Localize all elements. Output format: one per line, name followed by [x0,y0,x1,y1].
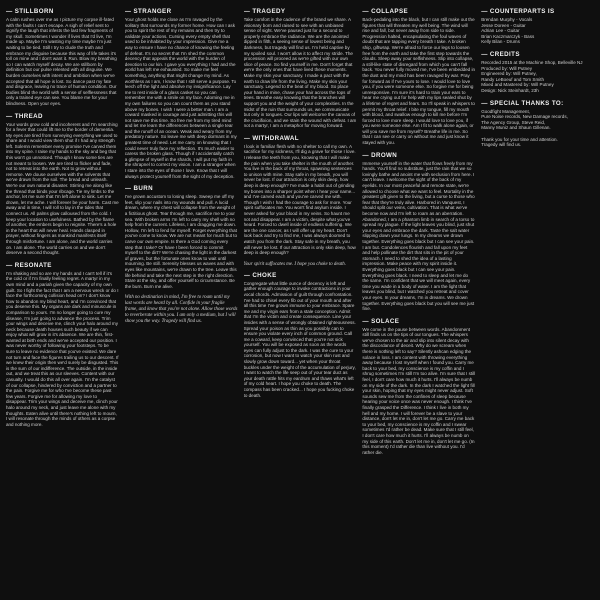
heading-dash: — [243,8,253,15]
section-credits [481,51,594,94]
section-heading [6,113,119,120]
section-choke [244,272,357,398]
credit-line: Adrian Lee - Guitar [481,28,520,34]
credit-line: Pure Noise records, New Damage records, [481,114,568,120]
credit-line: Mixed and Mastered by: Will Putney [481,82,554,88]
lyric-body: Back-pedaling into the black, but I can still make out the figures that will threaten my well being. The wind will rise and fall, but never away from side to side. Progression halted, encapsulating the foul waves of doubt that are tapping every breath I take. A broken ship, giftwrap. We're afraid to force our legs to loosen free from the earth and take the first step towards the clouds. Sleep away your selfishness. Slip into collapse, a still-like state of disregard from which you can't fall back. You never fully moved me, I've been embedded in the dust and my mind has been ravaged by war. Pray for forward as if I've yours to lose. I would love to love you, if you were someone else. So forgive me for being unresponsive. I'm sure it's hard to train your ears to hear me crying out for help with my lips sealed shut by a lifetime of regret and fears. So I'll speak in whispers to permit my throat relief. I bite my tongue, fill my mouth with blood, and swallow enough to kill me before I'm forced to love more sleep. I would love to love you, if you were someone else. Am I fit to walk alone again, or will you save me from myself? Breathe life in me. So that I can see or carry on without me and just know it stayed with you. [362,17,475,146]
heading-dash: — [6,261,15,269]
lyric-body: Your ghost holds me close as I'm ravaged by the solitary that surrounds my former home. How can I ask you to spirit the rest of my remains and then try to validate your actions. Cursing every empty shell that used to be inhabited by your impression. Give me a way to ensure I have no chance of knowing the feeling of defeat. It's no secret that I'm shed the common decency that appeals the world with the burden of devotion to our kin. I gave you everything I had and the world has left me exhausted. So make me feel something, anything that might change my mind. As worthless as I am, I know that I still serve a purpose. To leech off the light and absolve my insignificance. Lay me to rest inside of a glass casket so you can remember me with a smile on my face. Adorning me in my own failures so you can count them as you stand above my bones. I wish I were a better man. I am a coward masked in courage and just admitting this will not save me this time. So free me from my tired mind and let me learn the differences between a single tear and the runoff of an ocean. Weak and weary from my predatory nature. So leave me with deep dormant in my greatest time of need. Let me carry on knowing that I could never truly face my reflection. It's much easier to caress the broken glass. Though if I accidentally catch a glimpse of myself in the shards, I will put my faith in the shrapnel to correct my vision. I am a stranger when I stare into the eyes of those I love. Know that I will always protect yourself from the sight of my deception. [124,17,237,179]
heading-text: TRAGEDY [252,8,286,15]
section-collapse [362,8,475,146]
italic-quote: With no destination in mind, I'm free to roam until my last words are heard by all. Confide in your fragile frame, and know that you're not alone. Allow those words to reverberate within you. I am only a medium, but I will show you the way. Tragedy will find us. [124,295,238,325]
section-heading [481,51,594,58]
heading-dash: — [481,99,490,107]
section-heading [244,135,357,142]
heading-text: COLLAPSE [371,8,408,15]
lyric-body: Your words grow cold and incoherent and I'm searching for a fever that could lift me to the border of dementia. My eyes are tired from surveying everything we used to share and I would view them shut if I had any strength left. Solemn remember every promise I've carved them into my spine. I raise my hands to the sky and beg that this won't go unnoticed. Though I know some ties are not meant to loosen. We are tired to flicker and fade, not to retreat into the earth. Not to grow without remorse. We douse ourselves with the solvents that we've drawn from the soil. The bread and unleash. We're our own natural disaster. Stirring me along like the thread that binds your ribcage. Tie my limbs to the anchor, let me sure that I'm left alone to sink. Let me drown, let me ache. I will forever be your harm. Cast me away and in time, I will roll to lay in the tides that connect us. All palms glow calloused from the cold. I keep your location to usefulness. Bathed by the flame of another, the embers begin to reignite. There's a hole in the heart that will never heal. Hands clasped in prayer, without fingers as mankind manifests itself through misfortune. I am alone, and the world carries on. I am alone. The world carries on and we don't deserve a second thought. [6,121,119,256]
heading-text: SPECIAL THANKS TO: [489,99,564,107]
credit-line: Produced by: Will Putney [481,65,532,71]
credit-line: Thank you for your time and attention. [481,136,558,142]
heading-dash: — [362,8,372,15]
section-stranger [125,8,238,179]
heading-text: THREAD [14,112,43,120]
section-drown [362,152,475,312]
section-heading [244,8,357,15]
heading-dash: — [481,8,490,15]
lyric-body: A calm rushes over me as I picture my corpse ill-fated with the faults I can't escape. A sigh of relief sent to signify the laugh that infests the last few fragments of my skull. Sometimes I wonder if lives that I'd live, I'm made up. Maybe I'm wasting my time maybe I'm just waiting to be tied. Still I try to clude the truth and embrace my disguise because this way of life takes it's toll on mine and I don't want it. Run. Blow my breathing so I can watch myself decay. We are stillborn by definition but our pulse relented with all disguise. We burden ourselves with intent and ambition when we've accepted that all hope is lost. So dance past my fate and disgrace, leaving no trace of human condition. Our bodies blind the world with a sense of selflessness that only a trained eye can see. You blame me for your blindness. Open your eyes. [6,17,117,106]
credit-line: Design: Nick Steinhardt, 23h [481,87,539,93]
heading-text: BURN [133,185,153,193]
heading-dash: — [362,317,372,325]
heading-dash: — [481,50,490,58]
credit-line: Randy LeBoeuf and Tom Smith [481,76,545,82]
section-heading [6,8,119,15]
heading-dash: — [243,271,253,279]
lyric-body: I've grown accustom to losing sleep. Sweep me off my feet, slip your nails into my wounds and pull. A lucid dream, where my chest will collapse from the weight of a fictitious ghost. Tear through me, sacrifice me to your sea. With broken arms I'm left to carry my shell with no help from the current. Lifeless, I am dragging me down. Hollow, I'm left to fend for myself. Forget everything that you've come to know. We are not meant for much but to carve our own empire. Is there a God coming every step that I take? Or have I been forced to commit myself to the dirt? We're chasing the light in the darkest of graves, but the fortunate ones know to wait until mourning. Be still. Serenity blesses us waves and with eyes like mountains, we're drawn to the tree. Leave this life behind and take the next step in the right direction. Stare at the sky, and offer yourself to circumstance. Be the burn. Burn me alive. [124,194,238,289]
lyric-body: Congregate what little ounce of decency is left and gather enough courage to invoke contractions in your vocal chords. Admission of guilt through confrontation. I've had to chisel every fib out of your mouth and after all this time I've grown immune to your embrace. Spare me and my virgin ears from a stale conception. Admit that I'm the victim and create consequence. Line your insides with a sense of wrongly obtained righteousness. Spread your poison as thin as you possibly can to ensure you violate every inch of common ground. Call me a coward, keep convinced that you're not sick yourself. You will be exposed as soon as the words eyes can fully adjust to the dark. I was the cure to your corrosion, but now I want to watch your skin rust and slowly grow down toward... yet when your throat buckles under the weight of the accumulation of perjury, I want to watch the life seep out of your tear duct as your death rattle hits my eardrum and thaws what's left of my cold heart. I hope you choke to death. The compass has been cracked... I hope you fucking choke to death. [243,280,356,398]
section-heading [125,185,238,192]
credit-line: Goodfight Management, [481,108,530,114]
section-special-thanks-to [481,100,594,148]
credit-line: Engineered by: Will Putney, [481,71,537,77]
lyric-body: We come in the pause between words. Abandonment still finds us on the tips of our tongues. The whispers we've chosen to the air and slip into silent decay with the discordance of deceit. Why do we scream when there is nothing left to say? Silently ashcan edging the solace in loss. I am content with throwing everything away because I lost myself when I found you. Carry me back to your bed, my conscience is my coffin and I shrug sometimes I'm still I'm too alive. I'm sure that I still feel, I don't care how much it hurts. I'll always be numb on my side of the dark. In the dark I watched the light fill your skin, hoping that my eyes might never adjust. Soft sounds sew me from the confines of sleep because hearing your voice once was never enough. I think I've finally grasped the Difference. I think I live in both my hell and my home. I will forever be a slave to your distance, don't let me in, don't let me go. Carry me back to your bed, my conscience is my coffin and I swear sometimes I'd rather be dead. Make sure that I still feel, I don't care how much it hurts. I'll always be numb on my side of this earth. Don't let me in, don't let me go. (In this moment) I'd rather die than live without you. I'd rather die. [362,326,476,455]
section-solace [362,318,475,456]
heading-dash: — [124,185,134,193]
section-heading [362,152,475,159]
column-3 [244,8,357,594]
heading-dash: — [243,134,253,142]
section-counterparts-is [481,8,594,45]
credit-line: Brendan Murphy - Vocals [481,17,533,22]
heading-text: SOLACE [371,317,400,325]
heading-text: CHOKE [252,271,277,279]
heading-text: DROWN [371,151,398,159]
heading-dash: — [6,112,15,120]
column-5 [481,8,594,594]
lyric-body: I look in familiar flesh with no shelter to call my own. A sacrifice for my sickness, I'll dig a grave for those I love. I release the teeth from you, knowing that I will make the pain when you take shelter in the mouth of another. You live in the back of my throat, spawning sentences to unison with mine. Stay safe in my breath, you will never be lost. If our attraction is only skin deep, how deep is deep enough? I've made a habit out of grinding my bones into a sharper point when I hear your name... and I've carved each and you've carved me with. Though I wish I had the courage to ask for more. Your spirit suffocates me. You won't find asylum inside. I never asked for your blood in my veins. So haunt me not and disappear. I am a victim, despite what you've heard. Forced to dwell inside of endless suffering. We are the one cancer, as I will offer up my heart. Don't look back and try to find me, I was always doomed to watch you from the dark. Stay safe in my breath, you will never be lost. If our attraction is only skin deep, how deep is deep enough? [243,143,356,256]
lyric-body: I'm shaking and so are my hands and I can't tell if it's the cold or if I'm finally feeling regret. A martyr in my own mind and a pariah given the capacity of my own guilt. So I fight the fact that I am a nervous wreck or do I face the forthcoming collision head on? I don't know how to abandon my blind heart, and I'm convinced that you deserve this. My organs are dark and minuscule in comparison to yours. I'm no longer going to cure my disease, I'm just going to advance the process. Trim your wings and deceive me, clinch your halo around my neck because death houses such beauty if we can enjoy what will grow in it's absence. We are thin, first-wanted at birth ends and we've accepted our position. I was never worthy of following your footsteps. To be sure to leave no evidence that you've existed. We dare not turn and face the figures trailing us to our descent. If we knew their origin then we'd surely be disgusted. This is the sum of our indifference. The outside, in the inside out, and we treat this as our sleeves. Content with our casualty. I would do this all over again. I'm the catalyst of our collapse, hindered by conviction and a partner to the pain. Forgive me for who I've become these past few years. Forgive me for allowing my love to disappear. Trim your wings and deceive me, clinch your halo around my neck, and just leave me alone with my thoughts. Eaten alive until there's nothing left to mourn, I will resonate through the minds of others as a corpse and nothing more. [6,270,119,427]
section-tragedy [244,8,357,129]
section-burn [125,185,238,289]
lyric-sheet [6,8,594,594]
credit-line: Manny Muniz and Shaun Gillenan. [481,125,551,131]
credit-line: Tragedy will find us. [481,142,522,148]
heading-text: COUNTERPARTS IS [489,8,555,15]
heading-text: STRANGER [133,8,172,15]
column-4 [362,8,475,594]
section-heading [362,8,475,15]
section-heading [244,272,357,279]
section-heading [6,262,119,269]
section-heading [362,318,475,325]
section-thread [6,113,119,256]
credit-line: Jesse Doreen - Guitar [481,22,526,28]
section-heading [481,8,594,15]
credit-line: Recorded 2015 at the Machine Shop, Belleville NJ [481,59,583,65]
section-withdrawal [244,135,357,256]
section-resonate [6,262,119,428]
heading-dash: — [124,8,134,15]
heading-text: RESONATE [14,261,52,269]
credit-line: The Agency Group, Steve Reid, [481,119,546,125]
heading-dash: — [362,151,372,159]
section-stillborn [6,8,119,107]
heading-text: CREDITS [489,50,520,58]
lyric-body: Immerse yourself in the water that flows freely from my hands. You'll find no substitute, just the rain that we so lovingly bathe and anoint me with seclusion from here. I can't leave. I welcome the sight of the back of my eyelids. In our most peaceful and remote state, we're allowed to choose what we want to feel. Mortality in the greatest gift given to the living, but a curse to those who fear that they're truly alive. Harbored in Vanquest, I should split our veins, cultivation. That is what we've become now and I'm left to roam as an aberration. Abandoned, I am a phantom limb in search of a torso to spread my plague. If the light leaves you blind, just shut your eyes and embrace the dark. Taste the salt water slipping down your lungs. In my dreams we drown together. Everything goes black but I can see your pain. I am but. Condolences flourish and fall upon my feet and help pollinate the dirt that sits in the pit of your stomach. I need to shed the idea of a lasting impression. Make peace with my spirit inside it. Everything goes black but I can see your pain. Everything goes black. I need to sleep and let me do the same. I'm confident that we will meet again, every time you wade in a body of water. I am the light that leaves you blind, but I watched you retreat and cover your eyes. In your dreams, I'm in dreams. We drown together. Everything goes black but you will see me just fine. [362,160,475,312]
column-2 [125,8,238,594]
section-heading [481,100,594,107]
lyric-body: Take comfort in the cadence of the brand we share. A visionary born and raised to see with an unbiased sense of sight. We've paused just for a second to properly embrace the radiance. We are the anointed dipped in filth, a seeing sense of lowest being and darkness, but tragedy will find us. I'm held captive by my spoiled soul. I won't allow it to affect my stride. The procession will proceed as we're gifted with our own slice of peace. So find yourself in me. Don't forget that we're the only ones that have lived these moments. Make my skin your sanctuary. I made a pact with the earth to draw life from the living. Make my skin your sanctuary. Legend to the beat of my blood. So place your hand in mine, chase your hair across the tops of trees. Breathe easy knowing that the branches will support you and the weight of your complexities. In the midst of the ruin that surrounds us, we communicate but only in tongues. Our lips will welcome the canvas of the crucifixion, and we stain the wound with defeat. I am not a martyr, I am a metaphor for moving forward. [243,17,357,129]
heading-text: STILLBORN [14,8,54,15]
column-1 [6,8,119,594]
italic-quote: Your spirit suffocates me. I hope you choke to death. [243,261,346,267]
section-heading [125,8,238,15]
credit-line: Brian Kaczmarczyk - Bass [481,33,535,39]
credit-line: Kelly Bilan - Drums [481,39,520,45]
heading-dash: — [6,8,15,15]
heading-text: WITHDRAWAL [252,134,299,142]
